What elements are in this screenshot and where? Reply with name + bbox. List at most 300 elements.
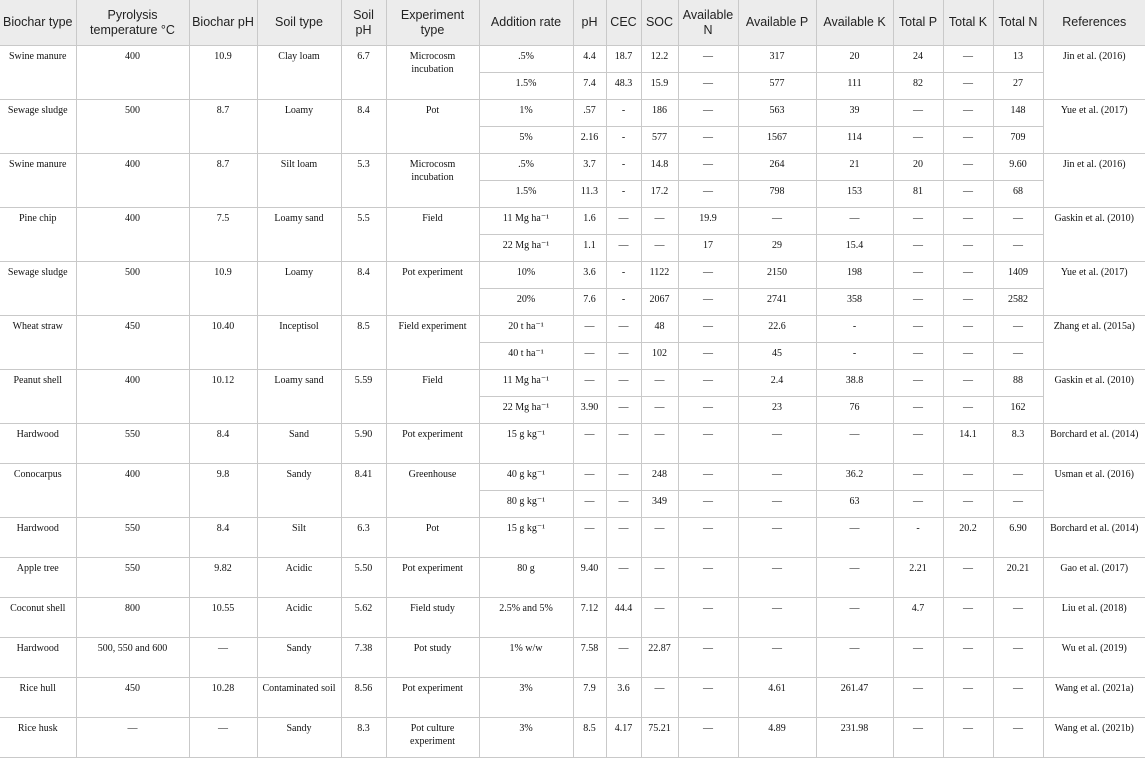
cell-addition-rate: 10% — [479, 262, 573, 289]
cell-addition-rate: 15 g kg⁻¹ — [479, 424, 573, 464]
cell-total-p: — — [893, 208, 943, 235]
cell-biochar-ph: 10.12 — [189, 370, 257, 424]
cell-soc: — — [641, 397, 678, 424]
cell-soc: — — [641, 370, 678, 397]
column-header-total-k: Total K — [943, 0, 993, 46]
cell-total-n: — — [993, 678, 1043, 718]
cell-available-n: — — [678, 718, 738, 758]
cell-cec: — — [606, 370, 641, 397]
cell-soil-type: Clay loam — [257, 46, 341, 100]
cell-pyrolysis-temperature: 400 — [76, 208, 189, 262]
cell-soil-ph: 5.50 — [341, 558, 386, 598]
cell-available-k: 63 — [816, 491, 893, 518]
cell-biochar-ph: 10.40 — [189, 316, 257, 370]
table-row — [0, 598, 1145, 638]
table-row — [0, 638, 1145, 678]
cell-cec: 44.4 — [606, 598, 641, 638]
cell-total-k: — — [943, 127, 993, 154]
cell-available-n: — — [678, 262, 738, 289]
cell-total-p: 81 — [893, 181, 943, 208]
cell-total-k: — — [943, 235, 993, 262]
cell-references: Borchard et al. (2014) — [1043, 424, 1145, 464]
cell-ph: — — [573, 518, 606, 558]
cell-cec: - — [606, 127, 641, 154]
cell-experiment-type: Field — [386, 208, 479, 262]
cell-soil-type: Sandy — [257, 464, 341, 518]
cell-available-n: — — [678, 558, 738, 598]
cell-soil-ph: 8.4 — [341, 262, 386, 316]
cell-cec: — — [606, 558, 641, 598]
cell-soc: — — [641, 598, 678, 638]
cell-references: Wu et al. (2019) — [1043, 638, 1145, 678]
cell-available-k: 358 — [816, 289, 893, 316]
cell-pyrolysis-temperature: 450 — [76, 678, 189, 718]
cell-total-k: — — [943, 73, 993, 100]
cell-ph: .57 — [573, 100, 606, 127]
cell-total-p: — — [893, 397, 943, 424]
cell-soc: 75.21 — [641, 718, 678, 758]
cell-available-n: — — [678, 343, 738, 370]
cell-experiment-type: Field experiment — [386, 316, 479, 370]
cell-ph: 3.7 — [573, 154, 606, 181]
cell-total-p: — — [893, 235, 943, 262]
cell-available-k: — — [816, 638, 893, 678]
cell-total-k: — — [943, 343, 993, 370]
cell-ph: 9.40 — [573, 558, 606, 598]
cell-experiment-type: Pot culture experiment — [386, 718, 479, 758]
cell-addition-rate: 5% — [479, 127, 573, 154]
cell-available-p: — — [738, 518, 816, 558]
cell-available-n: — — [678, 316, 738, 343]
cell-ph: 7.58 — [573, 638, 606, 678]
table-row — [0, 678, 1145, 718]
cell-soc: 102 — [641, 343, 678, 370]
cell-cec: 3.6 — [606, 678, 641, 718]
cell-total-n: — — [993, 638, 1043, 678]
cell-biochar-ph: — — [189, 718, 257, 758]
cell-total-p: — — [893, 678, 943, 718]
cell-total-p: — — [893, 718, 943, 758]
cell-soc: — — [641, 518, 678, 558]
cell-soil-type: Sandy — [257, 638, 341, 678]
cell-soil-type: Sandy — [257, 718, 341, 758]
cell-pyrolysis-temperature: 400 — [76, 464, 189, 518]
cell-biochar-type: Coconut shell — [0, 598, 76, 638]
cell-ph: 2.16 — [573, 127, 606, 154]
cell-biochar-type: Apple tree — [0, 558, 76, 598]
table-row — [0, 464, 1145, 491]
cell-total-p: — — [893, 262, 943, 289]
table-row — [0, 558, 1145, 598]
cell-available-p: — — [738, 558, 816, 598]
cell-available-k: 261.47 — [816, 678, 893, 718]
cell-soc: 1122 — [641, 262, 678, 289]
cell-biochar-ph: — — [189, 638, 257, 678]
cell-pyrolysis-temperature: 500 — [76, 262, 189, 316]
cell-available-k: 153 — [816, 181, 893, 208]
cell-total-k: — — [943, 262, 993, 289]
cell-available-n: — — [678, 289, 738, 316]
cell-addition-rate: 11 Mg ha⁻¹ — [479, 370, 573, 397]
table-row — [0, 718, 1145, 758]
cell-total-n: — — [993, 208, 1043, 235]
cell-biochar-ph: 8.4 — [189, 518, 257, 558]
cell-total-p: 82 — [893, 73, 943, 100]
cell-cec: — — [606, 424, 641, 464]
cell-total-n: 13 — [993, 46, 1043, 73]
table-row — [0, 518, 1145, 558]
cell-available-p: 2.4 — [738, 370, 816, 397]
cell-total-n: — — [993, 316, 1043, 343]
cell-soil-ph: 5.59 — [341, 370, 386, 424]
cell-pyrolysis-temperature: 400 — [76, 46, 189, 100]
cell-references: Gao et al. (2017) — [1043, 558, 1145, 598]
cell-total-k: — — [943, 464, 993, 491]
cell-pyrolysis-temperature: — — [76, 718, 189, 758]
cell-references: Yue et al. (2017) — [1043, 262, 1145, 316]
column-header-available-n: Available N — [678, 0, 738, 46]
column-header-available-p: Available P — [738, 0, 816, 46]
cell-ph: 3.90 — [573, 397, 606, 424]
cell-total-k: — — [943, 46, 993, 73]
cell-available-n: — — [678, 181, 738, 208]
cell-biochar-ph: 8.7 — [189, 100, 257, 154]
cell-available-k: 15.4 — [816, 235, 893, 262]
cell-total-k: — — [943, 154, 993, 181]
cell-total-p: — — [893, 127, 943, 154]
cell-cec: - — [606, 100, 641, 127]
cell-cec: - — [606, 154, 641, 181]
cell-pyrolysis-temperature: 400 — [76, 370, 189, 424]
header-row — [0, 0, 1145, 46]
cell-pyrolysis-temperature: 550 — [76, 558, 189, 598]
cell-total-p: — — [893, 100, 943, 127]
cell-total-p: — — [893, 343, 943, 370]
cell-biochar-ph: 8.7 — [189, 154, 257, 208]
column-header-soc: SOC — [641, 0, 678, 46]
cell-ph: — — [573, 370, 606, 397]
cell-total-n: 8.3 — [993, 424, 1043, 464]
cell-addition-rate: 3% — [479, 718, 573, 758]
cell-total-p: 2.21 — [893, 558, 943, 598]
column-header-biochar-type: Biochar type — [0, 0, 76, 46]
cell-available-p: 4.89 — [738, 718, 816, 758]
cell-cec: - — [606, 262, 641, 289]
cell-biochar-ph: 7.5 — [189, 208, 257, 262]
cell-soc: — — [641, 235, 678, 262]
cell-available-n: — — [678, 100, 738, 127]
cell-pyrolysis-temperature: 550 — [76, 424, 189, 464]
column-header-soil-ph: Soil pH — [341, 0, 386, 46]
cell-addition-rate: 11 Mg ha⁻¹ — [479, 208, 573, 235]
cell-total-p: - — [893, 518, 943, 558]
cell-total-n: — — [993, 718, 1043, 758]
cell-total-n: 88 — [993, 370, 1043, 397]
cell-total-k: — — [943, 289, 993, 316]
cell-total-k: — — [943, 208, 993, 235]
cell-available-p: 4.61 — [738, 678, 816, 718]
cell-available-k: 114 — [816, 127, 893, 154]
cell-references: Liu et al. (2018) — [1043, 598, 1145, 638]
cell-ph: 7.6 — [573, 289, 606, 316]
cell-biochar-type: Hardwood — [0, 638, 76, 678]
cell-available-n: — — [678, 154, 738, 181]
cell-biochar-ph: 10.55 — [189, 598, 257, 638]
cell-available-p: 563 — [738, 100, 816, 127]
column-header-biochar-ph: Biochar pH — [189, 0, 257, 46]
cell-total-n: 162 — [993, 397, 1043, 424]
cell-experiment-type: Pot experiment — [386, 678, 479, 718]
table-row — [0, 154, 1145, 181]
cell-biochar-type: Rice hull — [0, 678, 76, 718]
cell-experiment-type: Microcosm incubation — [386, 154, 479, 208]
cell-soc: 17.2 — [641, 181, 678, 208]
cell-total-n: 9.60 — [993, 154, 1043, 181]
cell-experiment-type: Field study — [386, 598, 479, 638]
cell-available-n: 17 — [678, 235, 738, 262]
cell-soc: 48 — [641, 316, 678, 343]
cell-available-n: — — [678, 638, 738, 678]
cell-available-k: 38.8 — [816, 370, 893, 397]
cell-total-k: — — [943, 558, 993, 598]
cell-soil-type: Acidic — [257, 558, 341, 598]
cell-total-n: — — [993, 598, 1043, 638]
cell-soil-ph: 6.7 — [341, 46, 386, 100]
cell-ph: — — [573, 464, 606, 491]
cell-total-k: — — [943, 100, 993, 127]
cell-soil-ph: 6.3 — [341, 518, 386, 558]
cell-total-n: 2582 — [993, 289, 1043, 316]
cell-available-n: — — [678, 46, 738, 73]
cell-biochar-ph: 10.28 — [189, 678, 257, 718]
cell-soc: — — [641, 558, 678, 598]
cell-available-n: — — [678, 73, 738, 100]
cell-available-k: — — [816, 424, 893, 464]
table-row — [0, 424, 1145, 464]
cell-biochar-type: Rice husk — [0, 718, 76, 758]
cell-addition-rate: 20% — [479, 289, 573, 316]
cell-soil-ph: 8.56 — [341, 678, 386, 718]
cell-total-n: 709 — [993, 127, 1043, 154]
cell-references: Usman et al. (2016) — [1043, 464, 1145, 518]
table-row — [0, 208, 1145, 235]
table-row — [0, 46, 1145, 73]
cell-ph: 7.12 — [573, 598, 606, 638]
cell-soil-type: Acidic — [257, 598, 341, 638]
cell-total-p: — — [893, 464, 943, 491]
cell-pyrolysis-temperature: 550 — [76, 518, 189, 558]
cell-cec: — — [606, 235, 641, 262]
cell-cec: 18.7 — [606, 46, 641, 73]
column-header-ph: pH — [573, 0, 606, 46]
cell-total-k: — — [943, 397, 993, 424]
cell-biochar-type: Swine manure — [0, 154, 76, 208]
cell-available-n: 19.9 — [678, 208, 738, 235]
cell-ph: — — [573, 491, 606, 518]
cell-cec: — — [606, 208, 641, 235]
cell-experiment-type: Pot experiment — [386, 262, 479, 316]
cell-references: Wang et al. (2021b) — [1043, 718, 1145, 758]
cell-total-k: — — [943, 370, 993, 397]
column-header-references: References — [1043, 0, 1145, 46]
cell-ph: 1.6 — [573, 208, 606, 235]
cell-addition-rate: 1% w/w — [479, 638, 573, 678]
cell-experiment-type: Pot — [386, 100, 479, 154]
cell-available-n: — — [678, 518, 738, 558]
column-header-total-n: Total N — [993, 0, 1043, 46]
cell-available-p: — — [738, 598, 816, 638]
cell-total-p: 24 — [893, 46, 943, 73]
cell-total-k: 20.2 — [943, 518, 993, 558]
cell-cec: - — [606, 181, 641, 208]
cell-cec: — — [606, 491, 641, 518]
cell-total-p: — — [893, 289, 943, 316]
cell-references: Gaskin et al. (2010) — [1043, 208, 1145, 262]
cell-addition-rate: 15 g kg⁻¹ — [479, 518, 573, 558]
cell-references: Jin et al. (2016) — [1043, 46, 1145, 100]
cell-addition-rate: 3% — [479, 678, 573, 718]
cell-total-k: — — [943, 181, 993, 208]
cell-experiment-type: Pot study — [386, 638, 479, 678]
cell-total-k: — — [943, 598, 993, 638]
cell-cec: — — [606, 343, 641, 370]
column-header-experiment-type: Experiment type — [386, 0, 479, 46]
cell-soil-ph: 5.62 — [341, 598, 386, 638]
cell-addition-rate: 1.5% — [479, 181, 573, 208]
cell-ph: — — [573, 424, 606, 464]
cell-available-k: — — [816, 208, 893, 235]
cell-soc: 248 — [641, 464, 678, 491]
cell-addition-rate: 80 g — [479, 558, 573, 598]
cell-experiment-type: Microcosm incubation — [386, 46, 479, 100]
cell-available-k: - — [816, 343, 893, 370]
cell-soil-ph: 8.4 — [341, 100, 386, 154]
cell-available-k: — — [816, 518, 893, 558]
cell-cec: — — [606, 316, 641, 343]
cell-available-n: — — [678, 127, 738, 154]
table-row — [0, 316, 1145, 343]
cell-total-k: 14.1 — [943, 424, 993, 464]
cell-total-k: — — [943, 316, 993, 343]
cell-soil-ph: 5.5 — [341, 208, 386, 262]
cell-soil-type: Loamy sand — [257, 208, 341, 262]
cell-experiment-type: Greenhouse — [386, 464, 479, 518]
cell-cec: 4.17 — [606, 718, 641, 758]
cell-total-n: — — [993, 464, 1043, 491]
cell-soil-type: Contaminated soil — [257, 678, 341, 718]
cell-available-k: 111 — [816, 73, 893, 100]
cell-total-n: — — [993, 343, 1043, 370]
cell-soc: 22.87 — [641, 638, 678, 678]
cell-references: Zhang et al. (2015a) — [1043, 316, 1145, 370]
cell-soc: 15.9 — [641, 73, 678, 100]
cell-biochar-type: Peanut shell — [0, 370, 76, 424]
cell-addition-rate: 40 g kg⁻¹ — [479, 464, 573, 491]
cell-soil-ph: 5.3 — [341, 154, 386, 208]
cell-soc: 577 — [641, 127, 678, 154]
cell-addition-rate: 40 t ha⁻¹ — [479, 343, 573, 370]
cell-ph: 7.9 — [573, 678, 606, 718]
column-header-cec: CEC — [606, 0, 641, 46]
cell-pyrolysis-temperature: 450 — [76, 316, 189, 370]
cell-available-p: — — [738, 491, 816, 518]
cell-cec: — — [606, 464, 641, 491]
cell-soil-ph: 8.41 — [341, 464, 386, 518]
cell-total-n: 6.90 — [993, 518, 1043, 558]
cell-biochar-type: Wheat straw — [0, 316, 76, 370]
cell-total-n: 27 — [993, 73, 1043, 100]
cell-total-n: 20.21 — [993, 558, 1043, 598]
cell-available-n: — — [678, 678, 738, 718]
cell-pyrolysis-temperature: 500 — [76, 100, 189, 154]
cell-available-p: 45 — [738, 343, 816, 370]
cell-biochar-type: Hardwood — [0, 518, 76, 558]
cell-available-p: — — [738, 638, 816, 678]
cell-total-p: — — [893, 370, 943, 397]
cell-soil-type: Silt loam — [257, 154, 341, 208]
cell-available-p: 317 — [738, 46, 816, 73]
cell-cec: 48.3 — [606, 73, 641, 100]
cell-soc: 349 — [641, 491, 678, 518]
cell-soil-type: Silt — [257, 518, 341, 558]
cell-total-p: 4.7 — [893, 598, 943, 638]
cell-total-k: — — [943, 638, 993, 678]
cell-available-p: — — [738, 208, 816, 235]
column-header-pyrolysis-temperature: Pyrolysis temperature °C — [76, 0, 189, 46]
cell-cec: - — [606, 289, 641, 316]
cell-soil-type: Sand — [257, 424, 341, 464]
table-body — [0, 46, 1145, 758]
cell-total-n: — — [993, 491, 1043, 518]
cell-ph: 4.4 — [573, 46, 606, 73]
cell-available-n: — — [678, 424, 738, 464]
column-header-available-k: Available K — [816, 0, 893, 46]
cell-available-p: 29 — [738, 235, 816, 262]
cell-ph: — — [573, 343, 606, 370]
cell-experiment-type: Pot — [386, 518, 479, 558]
cell-available-k: 231.98 — [816, 718, 893, 758]
cell-biochar-type: Sewage sludge — [0, 100, 76, 154]
cell-biochar-ph: 10.9 — [189, 262, 257, 316]
cell-available-k: 76 — [816, 397, 893, 424]
cell-available-n: — — [678, 598, 738, 638]
cell-total-p: 20 — [893, 154, 943, 181]
cell-soil-type: Loamy sand — [257, 370, 341, 424]
cell-total-k: — — [943, 491, 993, 518]
cell-ph: 7.4 — [573, 73, 606, 100]
cell-biochar-type: Swine manure — [0, 46, 76, 100]
cell-total-n: — — [993, 235, 1043, 262]
table-row — [0, 262, 1145, 289]
column-header-soil-type: Soil type — [257, 0, 341, 46]
cell-soc: 2067 — [641, 289, 678, 316]
cell-available-p: — — [738, 464, 816, 491]
cell-available-n: — — [678, 464, 738, 491]
cell-cec: — — [606, 518, 641, 558]
cell-addition-rate: 1% — [479, 100, 573, 127]
cell-available-n: — — [678, 397, 738, 424]
cell-pyrolysis-temperature: 500, 550 and 600 — [76, 638, 189, 678]
cell-references: Wang et al. (2021a) — [1043, 678, 1145, 718]
cell-experiment-type: Pot experiment — [386, 558, 479, 598]
cell-ph: 3.6 — [573, 262, 606, 289]
cell-soil-type: Loamy — [257, 262, 341, 316]
column-header-total-p: Total P — [893, 0, 943, 46]
cell-soil-type: Loamy — [257, 100, 341, 154]
cell-available-k: — — [816, 558, 893, 598]
cell-biochar-ph: 10.9 — [189, 46, 257, 100]
cell-addition-rate: 22 Mg ha⁻¹ — [479, 235, 573, 262]
